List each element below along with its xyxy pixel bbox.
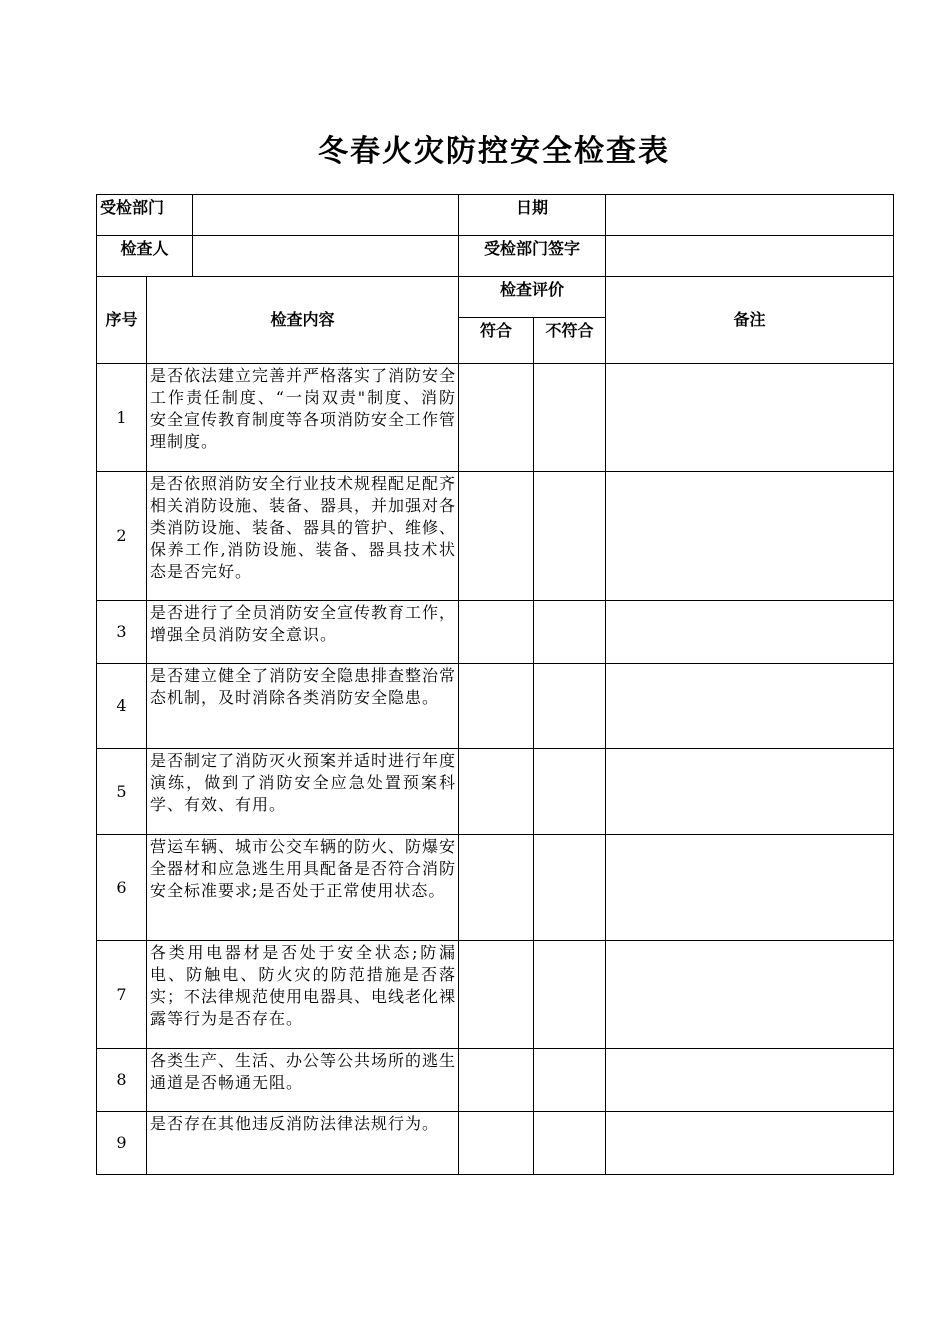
fail-cell[interactable]: [534, 601, 606, 664]
table-row: [97, 601, 894, 664]
remarks-cell[interactable]: [606, 941, 894, 1049]
row-content: 各类生产、生活、办公等公共场所的逃生通道是否畅通无阻。: [147, 1049, 459, 1112]
row-number: 2: [97, 472, 147, 601]
row-number: 8: [97, 1049, 147, 1112]
fail-cell[interactable]: [534, 664, 606, 749]
remarks-cell[interactable]: [606, 472, 894, 601]
sign-label: 受检部门签字: [459, 236, 606, 277]
row-content: 是否进行了全员消防安全宣传教育工作，增强全员消防安全意识。: [147, 601, 459, 664]
table-row: [97, 1112, 894, 1175]
fail-cell[interactable]: [534, 749, 606, 835]
row-content: 是否依照消防安全行业技术规程配足配齐相关消防设施、装备、器具，并加强对各类消防设施、装备、器具的管护、维修、保养工作,消防设施、装备、器具技术状态是否完好。: [147, 472, 459, 601]
row-content: 各类用电器材是否处于安全状态;防漏电、防触电、防火灾的防范措施是否落实；不法律规范使用电器具、电线老化裸露等行为是否存在。: [147, 941, 459, 1049]
pass-cell[interactable]: [459, 601, 534, 664]
remarks-cell[interactable]: [606, 601, 894, 664]
col-index-header: 序号: [97, 277, 147, 364]
remarks-cell[interactable]: [606, 749, 894, 835]
remarks-cell[interactable]: [606, 664, 894, 749]
row-number: 6: [97, 835, 147, 941]
inspector-label: 检查人: [97, 236, 193, 277]
remarks-cell[interactable]: [606, 1112, 894, 1175]
pass-cell[interactable]: [459, 749, 534, 835]
row-number: 7: [97, 941, 147, 1049]
row-number: 5: [97, 749, 147, 835]
dept-field[interactable]: [193, 195, 459, 236]
fail-cell[interactable]: [534, 472, 606, 601]
row-number: 1: [97, 364, 147, 472]
date-field[interactable]: [606, 195, 894, 236]
pass-cell[interactable]: [459, 364, 534, 472]
row-content: 是否依法建立完善并严格落实了消防安全工作责任制度、“一岗双责"制度、消防安全宣传教育制度等各项消防安全工作管理制度。: [147, 364, 459, 472]
row-content: 是否建立健全了消防安全隐患排查整治常态机制，及时消除各类消防安全隐患。: [147, 664, 459, 749]
table-row: [97, 1049, 894, 1112]
fail-cell[interactable]: [534, 835, 606, 941]
col-evaluation-header: 检查评价: [459, 277, 606, 318]
col-content-header: 检查内容: [147, 277, 459, 364]
pass-cell[interactable]: [459, 664, 534, 749]
inspector-field[interactable]: [193, 236, 459, 277]
col-fail-header: 不符合: [534, 318, 606, 364]
dept-label: 受检部门: [97, 195, 193, 236]
table-row: [97, 749, 894, 835]
row-number: 4: [97, 664, 147, 749]
sign-field[interactable]: [606, 236, 894, 277]
remarks-cell[interactable]: [606, 364, 894, 472]
fail-cell[interactable]: [534, 364, 606, 472]
table-row: [97, 941, 894, 1049]
pass-cell[interactable]: [459, 1049, 534, 1112]
fail-cell[interactable]: [534, 941, 606, 1049]
remarks-cell[interactable]: [606, 835, 894, 941]
pass-cell[interactable]: [459, 1112, 534, 1175]
inspection-table: [96, 194, 894, 1175]
row-content: 是否存在其他违反消防法律法规行为。: [147, 1112, 459, 1175]
pass-cell[interactable]: [459, 941, 534, 1049]
table-row: [97, 472, 894, 601]
row-number: 9: [97, 1112, 147, 1175]
row-content: 营运车辆、城市公交车辆的防火、防爆安全器材和应急逃生用具配备是否符合消防安全标准要求;是否处于正常使用状态。: [147, 835, 459, 941]
pass-cell[interactable]: [459, 472, 534, 601]
remarks-cell[interactable]: [606, 1049, 894, 1112]
fail-cell[interactable]: [534, 1112, 606, 1175]
col-remarks-header: 备注: [606, 277, 894, 364]
pass-cell[interactable]: [459, 835, 534, 941]
row-content: 是否制定了消防灭火预案并适时进行年度演练，做到了消防安全应急处置预案科学、有效、有用。: [147, 749, 459, 835]
col-pass-header: 符合: [459, 318, 534, 364]
date-label: 日期: [459, 195, 606, 236]
table-row: [97, 835, 894, 941]
fail-cell[interactable]: [534, 1049, 606, 1112]
table-row: [97, 364, 894, 472]
row-number: 3: [97, 601, 147, 664]
page-title: 冬春火灾防控安全检查表: [318, 134, 670, 169]
table-row: [97, 664, 894, 749]
